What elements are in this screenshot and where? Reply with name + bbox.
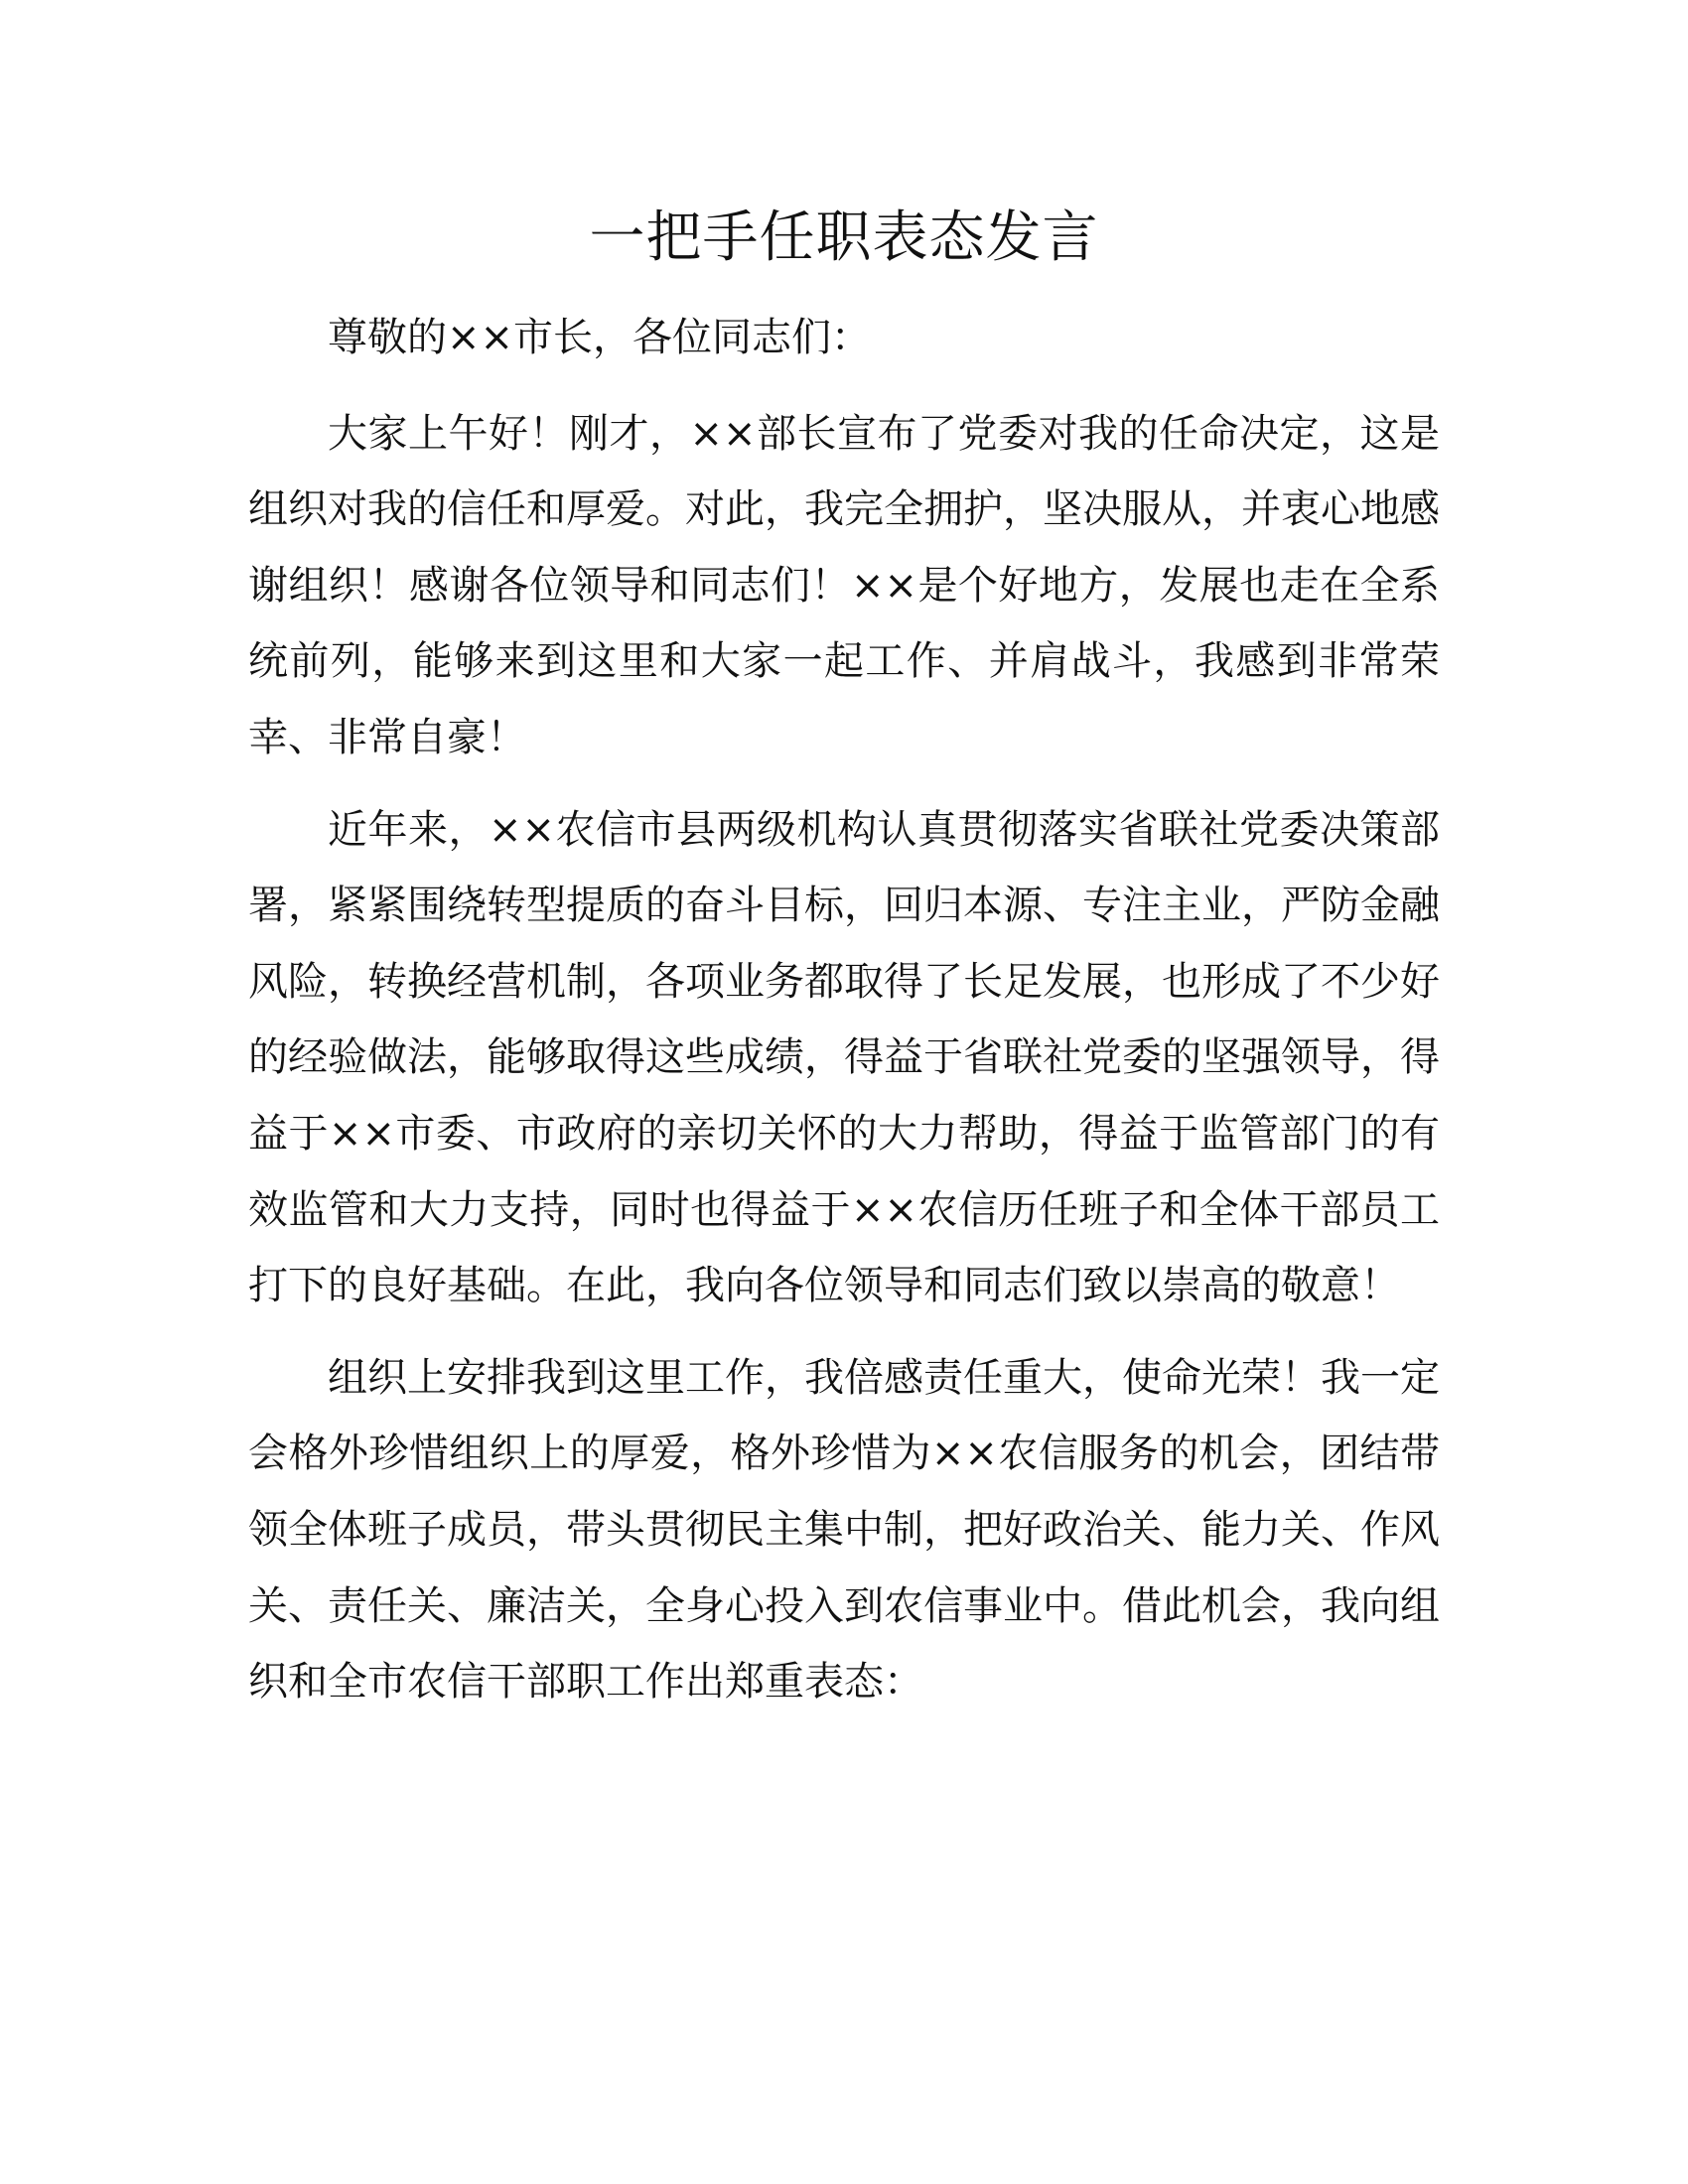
paragraph-achievements: 近年来，××农信市县两级机构认真贯彻落实省联社党委决策部署，紧紧围绕转型提质的奋斗目标，回归本源、专注主业，严防金融风险，转换经营机制，各项业务都取得了长足发展，也形成了不少好的经验做法，能够取得这些成绩，得益于省联社党委的坚强领导，得益于××市委、市政府的亲切关怀的大力帮助，得益于监管部门的有效监管和大力支持，同时也得益于××农信历任班子和全体干部员工打下的良好基础。在此，我向各位领导和同志们致以崇高的敬意！: [248, 806, 1440, 1309]
document-title: 一把手任职表态发言: [589, 205, 1099, 270]
paragraph-greeting: 大家上午好！刚才，××部长宣布了党委对我的任命决定，这是组织对我的信任和厚爱。对此，我完全拥护，坚决服从，并衷心地感谢组织！感谢各位领导和同志们！××是个好地方，发展也走在全系统前列，能够来到这里和大家一起工作、并肩战斗，我感到非常荣幸、非常自豪！: [248, 410, 1440, 760]
salutation: 尊敬的××市长，各位同志们：: [328, 315, 872, 360]
document-body: [248, 300, 1440, 1736]
paragraph-pledge: 组织上安排我到这里工作，我倍感责任重大，使命光荣！我一定会格外珍惜组织上的厚爱，格外珍惜为××农信服务的机会，团结带领全体班子成员，带头贯彻民主集中制，把好政治关、能力关、作风关、责任关、廉洁关，全身心投入到农信事业中。借此机会，我向组织和全市农信干部职工作出郑重表态：: [248, 1354, 1440, 1706]
